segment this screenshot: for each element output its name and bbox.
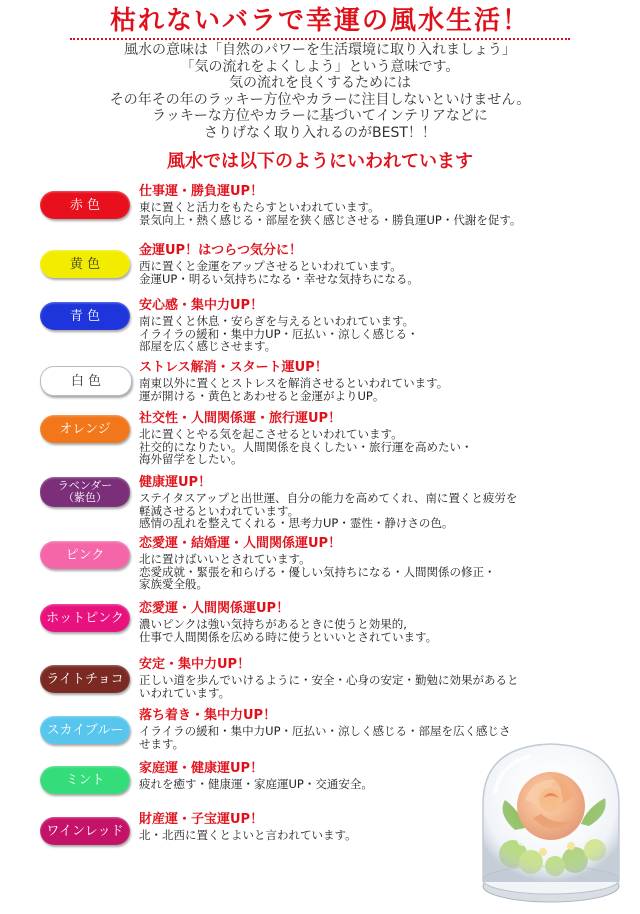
description-line: 濃いピンクは強い気持ちがあるときに使うと効果的, xyxy=(139,617,407,631)
title-divider xyxy=(70,38,570,40)
intro-paragraph xyxy=(0,42,640,141)
description-line: 社交的になりたい。人間関係を良くしたい・旅行運を高めたい・ xyxy=(139,439,473,454)
color-badge-label: ライトチョコ xyxy=(46,671,124,687)
intro-line: 風水の意味は「自然のパワーを生活環境に取り入れましょう」 xyxy=(124,42,516,58)
color-badge xyxy=(40,665,130,693)
intro-line: その年その年のラッキー方位やカラーに注目しないといけません。 xyxy=(109,91,531,108)
page-title: 枯れないバラで幸運の風水生活！ xyxy=(109,6,530,36)
description-line: 北に置けばいいとされています。 xyxy=(139,552,311,566)
description-line: 南に置くと休息・安らぎを与えるといわれています。 xyxy=(139,314,415,328)
description-line: 北に置くとやる気を起こさせるといわれています。 xyxy=(139,427,403,441)
intro-line: さりげなく取り入れるのがBEST！！ xyxy=(204,124,436,141)
color-badge xyxy=(40,541,130,569)
color-badge-label: 赤 色 xyxy=(69,197,101,213)
color-badge xyxy=(40,191,130,219)
color-effect-heading: 社交性・人間関係運・旅行運UP！ xyxy=(139,411,342,426)
description-line: イライラの緩和・集中力UP・厄払い・涼しく感じる・部屋を広く感じさ xyxy=(139,724,511,738)
color-badge-label: オレンジ xyxy=(59,421,111,437)
rose-illustration xyxy=(455,734,630,909)
color-effect-heading: 安定・集中力UP！ xyxy=(139,657,251,672)
color-badge-label: 青 色 xyxy=(69,308,101,324)
color-badge xyxy=(40,766,130,794)
color-badge xyxy=(40,302,130,330)
color-effect-heading: 仕事運・勝負運UP！ xyxy=(139,184,264,199)
color-effect-description xyxy=(139,377,619,402)
color-effect-heading: 財産運・子宝運UP！ xyxy=(139,812,264,827)
color-effect-heading: 家庭運・健康運UP！ xyxy=(139,761,264,776)
description-line: せます。 xyxy=(139,736,185,751)
color-badge-label: ミント xyxy=(65,772,105,788)
color-effect-description xyxy=(139,492,619,530)
color-effect-description xyxy=(139,260,619,285)
description-line: 仕事で人間関係を広める時に使うといいとされています。 xyxy=(139,629,438,644)
color-badge xyxy=(40,250,130,278)
color-badge xyxy=(40,817,130,845)
section-heading: 風水では以下のようにいわれています xyxy=(167,151,473,172)
color-effect-heading: 安心感・集中力UP！ xyxy=(139,298,264,313)
color-effect-description xyxy=(139,674,619,699)
color-effect-heading: 健康運UP！ xyxy=(139,475,212,490)
description-line: 海外留学をしたい。 xyxy=(139,452,243,466)
description-line: 金運UP・明るい気持ちになる・幸せな気持ちになる。 xyxy=(139,271,419,286)
intro-line: ラッキーな方位やカラーに基づいてインテリアなどに xyxy=(152,108,488,124)
description-line: 家族愛全般。 xyxy=(139,577,208,591)
color-effect-description xyxy=(139,201,619,226)
intro-line: 「気の流れをよくしよう」という意味です。 xyxy=(180,58,460,75)
color-badge xyxy=(40,716,130,744)
color-effect-description xyxy=(139,618,619,643)
description-line: いわれています。 xyxy=(139,685,231,700)
color-badge xyxy=(40,477,130,507)
color-badge-label: 黄 色 xyxy=(69,256,101,272)
description-line: 恋愛成就・緊張を和らげる・優しい気持ちになる・人間関係の修正・ xyxy=(139,564,496,579)
description-line: 正しい道を歩んでいけるように・安全・心身の安定・勤勉に効果があると xyxy=(139,673,519,687)
description-line: 部屋を広く感じさせます。 xyxy=(139,339,277,353)
description-line: 感情の乱れを整えてくれる・思考力UP・霊性・静けさの色。 xyxy=(139,516,454,530)
description-line: 軽減させるといわれています。 xyxy=(139,503,300,518)
description-line: 運が開ける・黄色とあわせると金運がよりUP。 xyxy=(139,388,385,403)
color-badge xyxy=(40,415,130,443)
color-effect-heading: 金運UP！はつらつ気分に！ xyxy=(139,243,302,258)
description-line: 疲れを癒す・健康運・家庭運UP・交通安全。 xyxy=(139,777,373,791)
color-badge-label: ワインレッド xyxy=(46,823,124,839)
color-effect-heading: 落ち着き・集中力UP！ xyxy=(139,708,277,723)
color-badge-label: ラベンダー （紫色） xyxy=(57,479,113,504)
color-badge-label: ピンク xyxy=(65,547,105,563)
description-line: ステイタスアップと出世運、自分の能力を高めてくれ、南に置くと疲労を xyxy=(139,491,518,505)
color-badge-label: 白 色 xyxy=(70,373,102,389)
intro-line: 気の流れを良くするためには xyxy=(229,75,411,91)
color-effect-description xyxy=(139,553,619,591)
description-line: 北・北西に置くとよいと言われています。 xyxy=(139,828,357,842)
color-effect-description xyxy=(139,428,619,466)
description-line: 西に置くと金運をアップさせるといわれています。 xyxy=(139,259,402,273)
preserved-rose-dome-image xyxy=(455,734,630,909)
color-effect-heading: 恋愛運・人間関係運UP！ xyxy=(139,601,290,616)
color-badge xyxy=(40,366,132,396)
color-badge-label: ホットピンク xyxy=(46,610,124,626)
color-badge xyxy=(40,604,130,632)
color-effect-heading: ストレス解消・スタート運UP！ xyxy=(139,360,328,375)
description-line: 東に置くと活力をもたらすといわれています。 xyxy=(139,200,380,214)
description-line: イライラの緩和・集中力UP・厄払い・涼しく感じる・ xyxy=(139,326,419,341)
color-badge-label: スカイブルー xyxy=(46,722,124,738)
color-effect-heading: 恋愛運・結婚運・人間関係運UP！ xyxy=(139,536,342,551)
description-line: 南東以外に置くとストレスを解消させるといわれています。 xyxy=(139,376,449,390)
color-effect-description xyxy=(139,315,619,353)
description-line: 景気向上・熱く感じる・部屋を狭く感じさせる・勝負運UP・代謝を促す。 xyxy=(139,212,522,227)
